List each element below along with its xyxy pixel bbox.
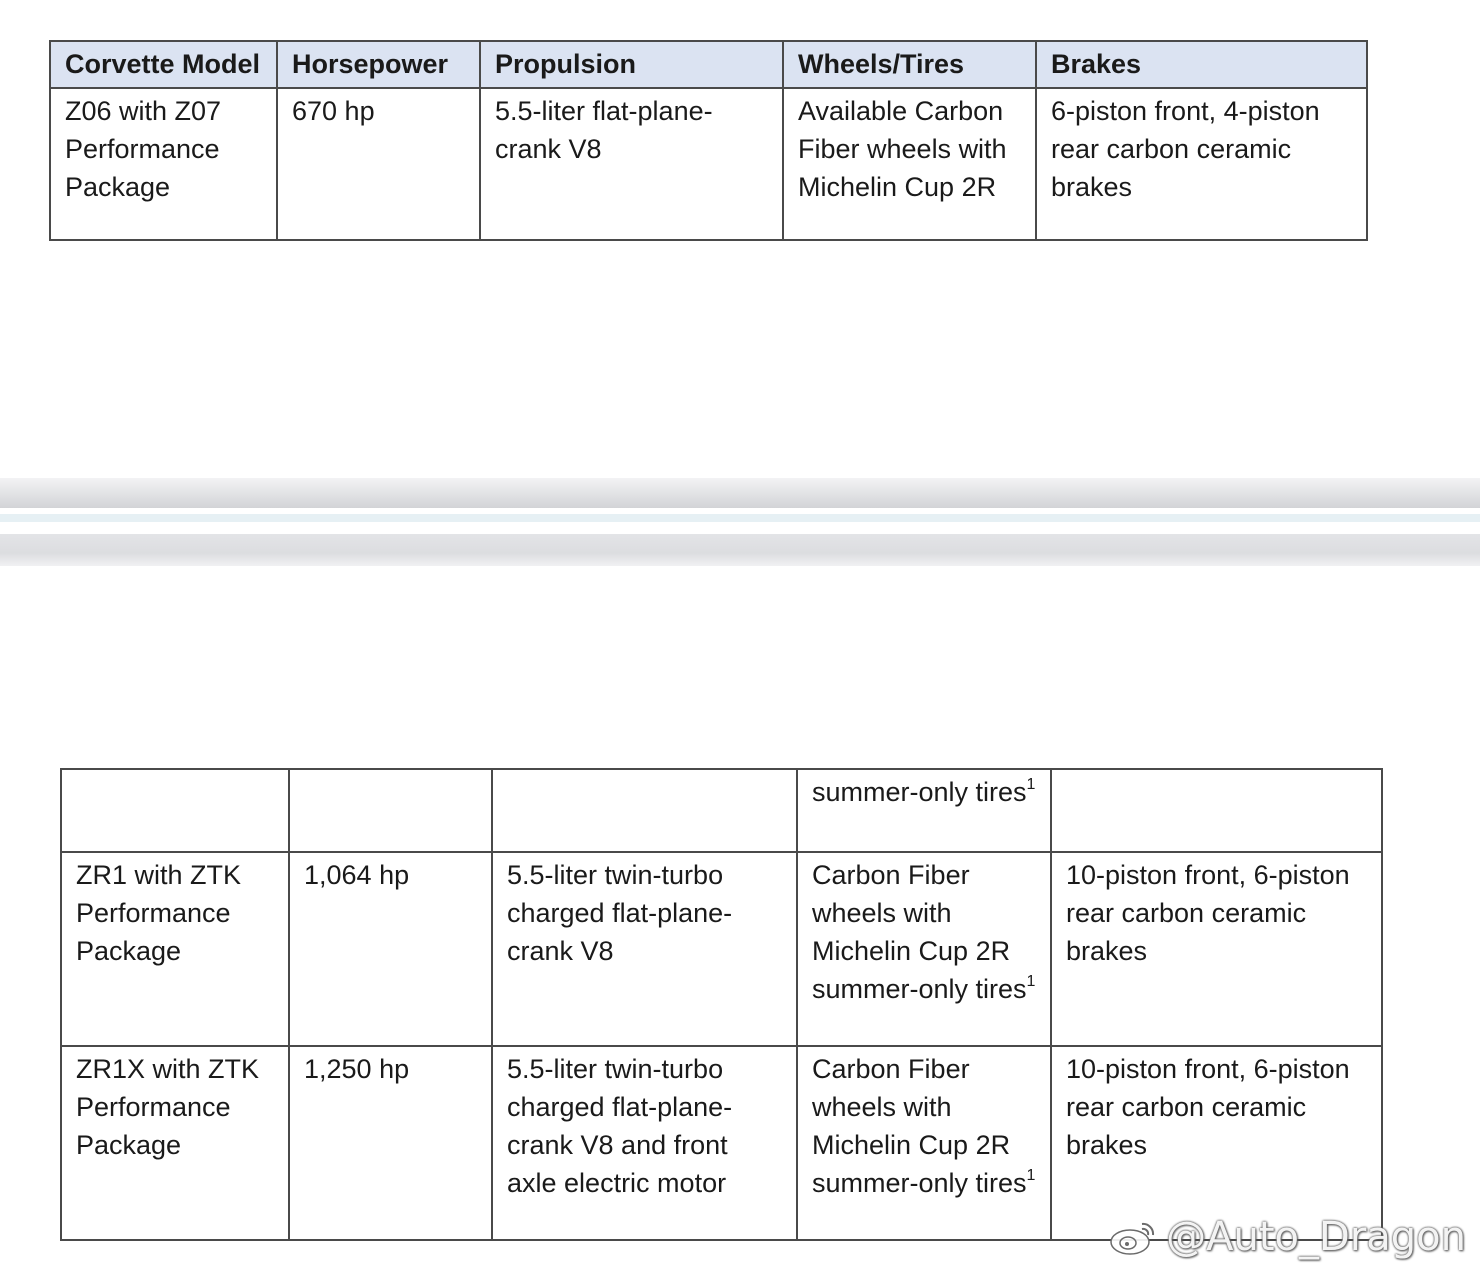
table-row <box>50 88 1367 240</box>
table-row <box>61 1046 1382 1240</box>
spec-table-bottom <box>60 768 1383 1241</box>
cell-model: Z06 with Z07 Performance Package <box>50 88 277 240</box>
cell-wheels-tires <box>797 852 1051 1046</box>
cell-brakes: 10-piston front, 6-piston rear carbon ceramic brakes <box>1051 852 1382 1046</box>
cell-wheels-tires <box>797 769 1051 852</box>
table-row <box>61 852 1382 1046</box>
cell-text: Carbon Fiber wheels with Michelin Cup 2R summer-only tires <box>812 1054 1027 1198</box>
header-wheels-tires: Wheels/Tires <box>783 41 1036 88</box>
table-header-row <box>50 41 1367 88</box>
cell-brakes <box>1051 769 1382 852</box>
cell-wheels-tires: Available Carbon Fiber wheels with Michelin Cup 2R <box>783 88 1036 240</box>
cell-horsepower: 670 hp <box>277 88 480 240</box>
footnote-marker: 1 <box>1026 776 1036 793</box>
watermark-text: @Auto_Dragon <box>1166 1214 1466 1260</box>
header-brakes: Brakes <box>1036 41 1367 88</box>
header-model: Corvette Model <box>50 41 277 88</box>
header-propulsion: Propulsion <box>480 41 783 88</box>
cell-propulsion: 5.5-liter twin-turbo charged flat-plane-crank V8 and front axle electric motor <box>492 1046 797 1240</box>
cell-horsepower <box>289 769 492 852</box>
cell-brakes: 6-piston front, 4-piston rear carbon ceramic brakes <box>1036 88 1367 240</box>
cell-horsepower: 1,250 hp <box>289 1046 492 1240</box>
cell-model: ZR1X with ZTK Performance Package <box>61 1046 289 1240</box>
table-row-continuation <box>61 769 1382 852</box>
cell-propulsion: 5.5-liter flat-plane-crank V8 <box>480 88 783 240</box>
page-edge-shadow-top <box>0 478 1480 508</box>
cell-horsepower: 1,064 hp <box>289 852 492 1046</box>
cell-propulsion <box>492 769 797 852</box>
cell-model: ZR1 with ZTK Performance Package <box>61 852 289 1046</box>
document-page-top <box>0 0 1480 478</box>
cell-wheels-tires <box>797 1046 1051 1240</box>
cell-text: summer-only tires <box>812 777 1027 807</box>
footnote-marker: 1 <box>1026 973 1036 990</box>
cell-brakes: 10-piston front, 6-piston rear carbon ceramic brakes <box>1051 1046 1382 1240</box>
cell-model <box>61 769 289 852</box>
cell-propulsion: 5.5-liter twin-turbo charged flat-plane-crank V8 <box>492 852 797 1046</box>
header-horsepower: Horsepower <box>277 41 480 88</box>
spec-table-top <box>49 40 1368 241</box>
footnote-marker: 1 <box>1026 1167 1036 1184</box>
page-gap-line <box>0 514 1480 522</box>
page-edge-shadow-bottom <box>0 534 1480 566</box>
weibo-logo-icon <box>1108 1218 1158 1256</box>
cell-text: Carbon Fiber wheels with Michelin Cup 2R summer-only tires <box>812 860 1027 1004</box>
page-break-gap <box>0 478 1480 566</box>
watermark <box>1108 1214 1466 1260</box>
